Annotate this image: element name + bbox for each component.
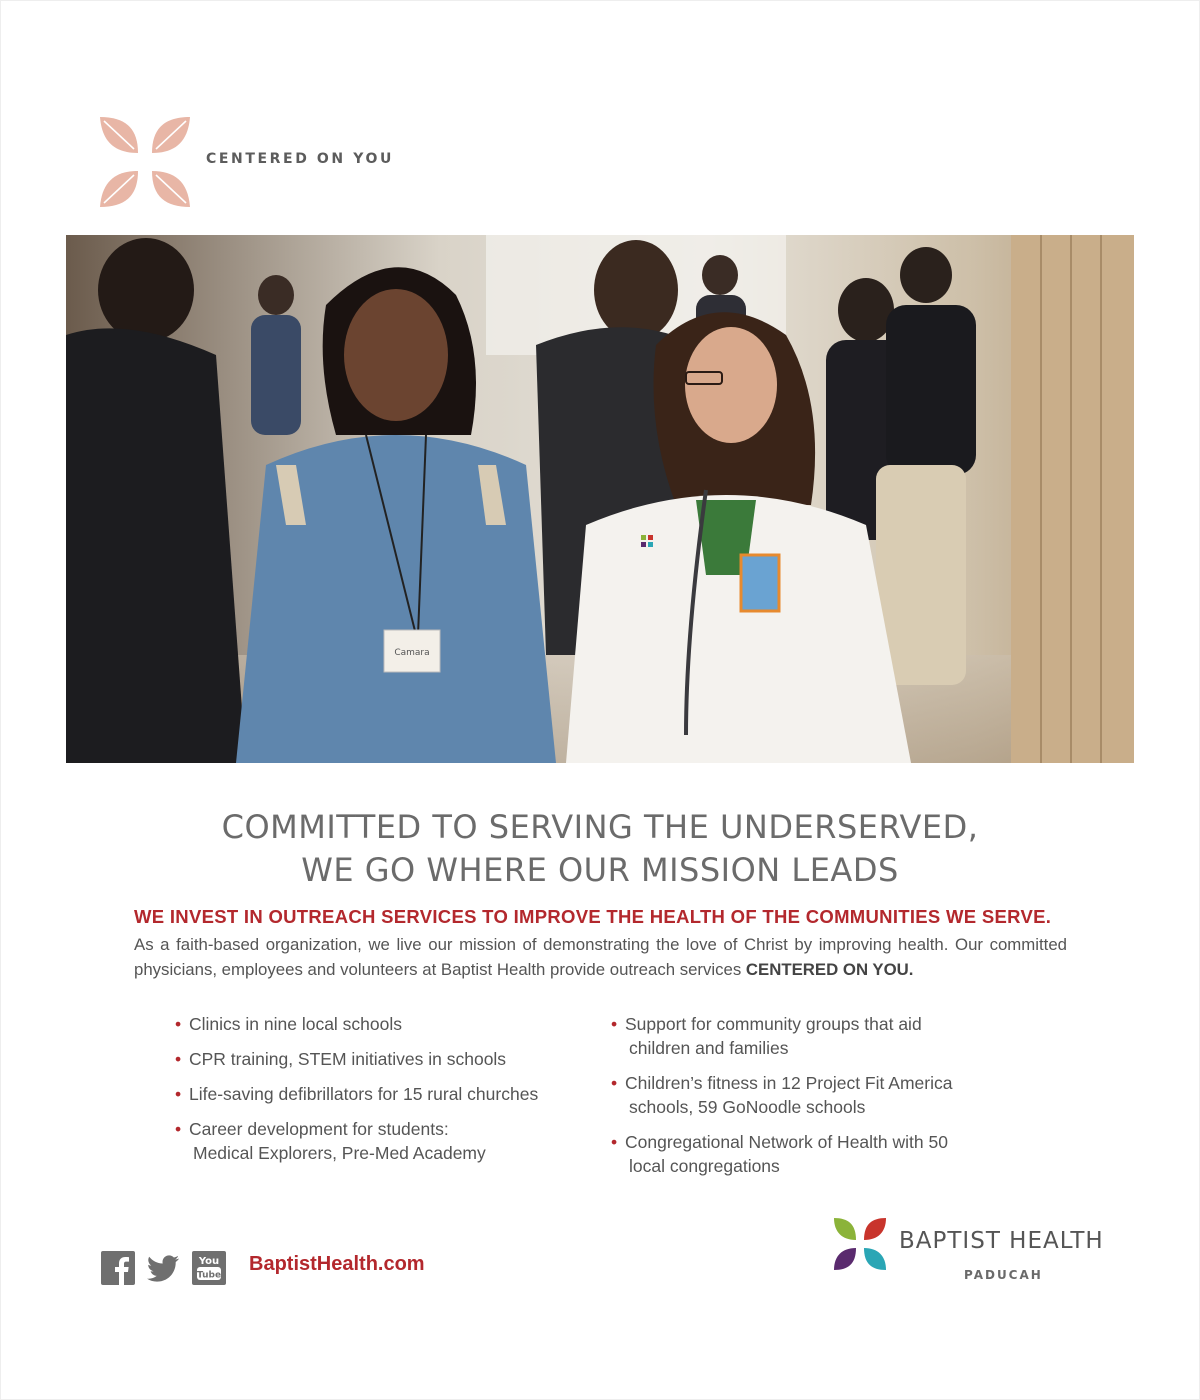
bullet-list-left	[175, 1012, 595, 1176]
name-badge-text: Camara	[394, 648, 430, 658]
list-item	[175, 1082, 595, 1106]
youtube-label-top: You	[198, 1256, 220, 1267]
bullet-text: Congregational Network of Health with 50	[625, 1132, 948, 1152]
bullet-text: Support for community groups that aid	[625, 1014, 922, 1034]
brand-name: BAPTIST HEALTH	[899, 1228, 1104, 1254]
list-item	[611, 1130, 1011, 1178]
brand-city: PADUCAH	[964, 1268, 1043, 1282]
bullet-dot-icon: •	[175, 1119, 182, 1139]
bullet-dot-icon: •	[611, 1073, 618, 1093]
list-item	[611, 1012, 1011, 1060]
hero-photo	[66, 235, 1134, 763]
photo-illustration-icon	[66, 235, 1134, 763]
body-text: As a faith-based organization, we live our mission of demonstrating the love of Christ by improving health. Our committed physicians, employees and volunteers at Baptist Health provide outreach services	[134, 935, 1067, 979]
bullet-dot-icon: •	[175, 1049, 182, 1069]
headline-line-1: COMMITTED TO SERVING THE UNDERSERVED,	[221, 808, 979, 846]
centered-on-you-logo-icon	[98, 115, 192, 209]
bullet-text-continued: schools, 59 GoNoodle schools	[629, 1097, 866, 1117]
baptist-health-logo-icon	[832, 1216, 888, 1272]
bullet-text-continued: local congregations	[629, 1156, 780, 1176]
facebook-icon[interactable]	[101, 1251, 135, 1285]
bullet-list-right	[611, 1012, 1011, 1189]
bullet-text: Life-saving defibrillators for 15 rural churches	[189, 1084, 539, 1104]
body-emphasis: CENTERED ON YOU.	[745, 960, 914, 979]
twitter-icon[interactable]	[146, 1251, 180, 1285]
bullet-dot-icon: •	[175, 1014, 182, 1034]
list-item	[175, 1047, 595, 1071]
list-item	[175, 1117, 595, 1165]
bullet-text: Career development for students:	[189, 1119, 449, 1139]
bullet-text: CPR training, STEM initiatives in schools	[189, 1049, 507, 1069]
bullet-text: Clinics in nine local schools	[189, 1014, 403, 1034]
list-item	[175, 1012, 595, 1036]
tagline: CENTERED ON YOU	[206, 151, 394, 167]
subheadline: WE INVEST IN OUTREACH SERVICES TO IMPROVE THE HEALTH OF THE COMMUNITIES WE SERVE.	[134, 906, 1052, 927]
website-link[interactable]: BaptistHealth.com	[249, 1253, 425, 1275]
youtube-label-bottom: Tube	[196, 1270, 222, 1281]
bullet-text-continued: children and families	[629, 1038, 789, 1058]
youtube-icon[interactable]	[192, 1251, 226, 1285]
list-item	[611, 1071, 1011, 1119]
body-paragraph	[134, 932, 1067, 982]
bullet-text-continued: Medical Explorers, Pre-Med Academy	[193, 1143, 486, 1163]
bullet-dot-icon: •	[611, 1132, 618, 1152]
headline-line-2: WE GO WHERE OUR MISSION LEADS	[301, 851, 899, 889]
bullet-dot-icon: •	[175, 1084, 182, 1104]
bullet-dot-icon: •	[611, 1014, 618, 1034]
bullet-text: Children’s fitness in 12 Project Fit America	[625, 1073, 953, 1093]
